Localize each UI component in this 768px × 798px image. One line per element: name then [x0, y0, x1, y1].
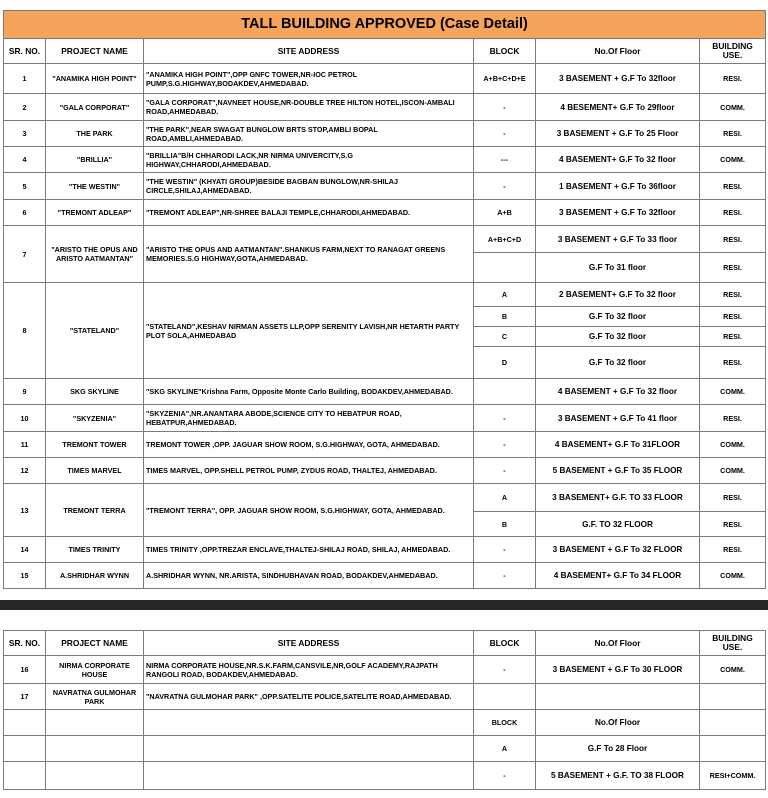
table-row [4, 710, 766, 736]
table-row [4, 200, 766, 226]
header-sr: SR. NO. [4, 39, 46, 64]
table-row [4, 94, 766, 121]
building-use-cell: RESI. [700, 405, 766, 432]
site-address-cell: "ANAMIKA HIGH POINT",OPP GNFC TOWER,NR-IOC PETROL PUMP,S.G.HIGHWAY,BODAKDEV,AHMEDABAD. [144, 64, 474, 94]
sr-no-cell: 2 [4, 94, 46, 121]
building-use-cell: RESI. [700, 64, 766, 94]
building-use-cell: RESI. [700, 200, 766, 226]
site-address-cell: "BRILLIA"B/H CHHARODI LACK,NR NIRMA UNIVERCITY,S.G HIGHWAY,CHHARODI,AHMEDABAD. [144, 147, 474, 173]
building-use-cell: RESI+COMM. [700, 762, 766, 790]
site-address-cell: TREMONT TOWER ,OPP. JAGUAR SHOW ROOM, S.G.HIGHWAY, GOTA, AHMEDABAD. [144, 432, 474, 458]
project-name-cell: TIMES MARVEL [46, 458, 144, 484]
project-name-cell: "THE WESTIN" [46, 173, 144, 200]
project-name-cell: "STATELAND" [46, 283, 144, 379]
building-use-cell: RESI. [700, 347, 766, 379]
table-row [4, 432, 766, 458]
floors-cell: G.F To 31 floor [536, 253, 700, 283]
site-address-cell: "SKYZENIA",NR.ANANTARA ABODE,SCIENCE CITY TO HEBATPUR ROAD, HEBATPUR,AHMEDABAD. [144, 405, 474, 432]
building-use-cell: RESI. [700, 537, 766, 563]
site-address-cell: "THE WESTIN" (KHYATI GROUP)BESIDE BAGBAN BUNGLOW,NR-SHILAJ CIRCLE,SHILAJ,AHMEDABAD. [144, 173, 474, 200]
site-address-cell [144, 710, 474, 736]
header-row [4, 39, 766, 64]
floors-cell [536, 684, 700, 710]
building-use-cell: COMM. [700, 147, 766, 173]
site-address-cell: NIRMA CORPORATE HOUSE,NR.S.K.FARM,CANSVILE,NR,GOLF ACADEMY,RAJPATH RANGOLI ROAD, BODAKDEV,AHMEDABAD. [144, 656, 474, 684]
project-name-cell: "BRILLIA" [46, 147, 144, 173]
table-row [4, 121, 766, 147]
building-use-cell: RESI. [700, 512, 766, 537]
floors-cell: 4 BASEMENT+ G.F To 34 FLOOR [536, 563, 700, 589]
block-cell: A [474, 283, 536, 307]
header-address: SITE ADDRESS [144, 39, 474, 64]
building-use-cell: RESI. [700, 253, 766, 283]
block-cell: A+B+C+D+E [474, 64, 536, 94]
building-use-cell: RESI. [700, 173, 766, 200]
table-title: TALL BUILDING APPROVED (Case Detail) [4, 11, 766, 39]
sr-no-cell: 10 [4, 405, 46, 432]
block-cell: - [474, 94, 536, 121]
project-name-cell: "GALA CORPORAT" [46, 94, 144, 121]
block-cell: B [474, 512, 536, 537]
site-address-cell: "STATELAND",KESHAV NIRMAN ASSETS LLP,OPP SERENITY LAVISH,NR HETARTH PARTY PLOT SOLA,AHMEDABAD [144, 283, 474, 379]
block-cell: A [474, 484, 536, 512]
header-use: BUILDING USE. [700, 39, 766, 64]
site-address-cell [144, 762, 474, 790]
sr-no-cell: 17 [4, 684, 46, 710]
building-use-cell [700, 736, 766, 762]
project-name-cell: SKG SKYLINE [46, 379, 144, 405]
table-row [4, 379, 766, 405]
header-floor: No.Of Floor [536, 631, 700, 656]
site-address-cell: "NAVRATNA GULMOHAR PARK" ,OPP.SATELITE POLICE,SATELITE ROAD,AHMEDABAD. [144, 684, 474, 710]
site-address-cell: TIMES MARVEL, OPP.SHELL PETROL PUMP, ZYDUS ROAD, THALTEJ, AHMEDABAD. [144, 458, 474, 484]
project-name-cell: NAVRATNA GULMOHAR PARK [46, 684, 144, 710]
sr-no-cell: 12 [4, 458, 46, 484]
site-address-cell [144, 736, 474, 762]
project-name-cell: "SKYZENIA" [46, 405, 144, 432]
approved-table-continued [3, 630, 766, 790]
table-row [4, 484, 766, 512]
building-use-cell: COMM. [700, 94, 766, 121]
site-address-cell: "GALA CORPORAT",NAVNEET HOUSE,NR-DOUBLE TREE HILTON HOTEL,ISCON-AMBALI ROAD,AHMEDABAD. [144, 94, 474, 121]
floors-cell: 3 BASEMENT + G.F To 30 FLOOR [536, 656, 700, 684]
floors-cell: 2 BASEMENT+ G.F To 32 floor [536, 283, 700, 307]
floors-cell: G.F To 32 floor [536, 347, 700, 379]
building-use-cell: COMM. [700, 563, 766, 589]
table-row [4, 656, 766, 684]
block-cell: - [474, 762, 536, 790]
header-project: PROJECT NAME [46, 631, 144, 656]
site-address-cell: A.SHRIDHAR WYNN, NR.ARISTA, SINDHUBHAVAN ROAD, BODAKDEV,AHMEDABAD. [144, 563, 474, 589]
sr-no-cell [4, 762, 46, 790]
floors-cell: 5 BASEMENT + G.F. TO 38 FLOOR [536, 762, 700, 790]
table-row [4, 458, 766, 484]
site-address-cell: TIMES TRINITY ,OPP.TREZAR ENCLAVE,THALTEJ-SHILAJ ROAD, SHILAJ, AHMEDABAD. [144, 537, 474, 563]
block-cell: - [474, 458, 536, 484]
floors-cell: 4 BASEMENT + G.F To 32 floor [536, 379, 700, 405]
floors-cell: 3 BASEMENT + G.F To 32 FLOOR [536, 537, 700, 563]
sr-no-cell [4, 710, 46, 736]
table-row [4, 405, 766, 432]
header-sr: SR. NO. [4, 631, 46, 656]
header-row-2 [4, 631, 766, 656]
project-name-cell: "ANAMIKA HIGH POINT" [46, 64, 144, 94]
site-address-cell: "TREMONT ADLEAP",NR-SHREE BALAJI TEMPLE,CHHARODI,AHMEDABAD. [144, 200, 474, 226]
block-cell: - [474, 432, 536, 458]
block-cell: - [474, 173, 536, 200]
project-name-cell: A.SHRIDHAR WYNN [46, 563, 144, 589]
project-name-cell: "TREMONT ADLEAP" [46, 200, 144, 226]
sr-no-cell: 9 [4, 379, 46, 405]
sr-no-cell: 16 [4, 656, 46, 684]
site-address-cell: "TREMONT TERRA", OPP. JAGUAR SHOW ROOM, S.G.HIGHWAY, GOTA, AHMEDABAD. [144, 484, 474, 537]
floors-cell: 5 BASEMENT + G.F To 35 FLOOR [536, 458, 700, 484]
table-row [4, 537, 766, 563]
table-row [4, 147, 766, 173]
block-cell: A+B [474, 200, 536, 226]
site-address-cell: "SKG SKYLINE"Krishna Farm, Opposite Monte Carlo Building, BODAKDEV,AHMEDABAD. [144, 379, 474, 405]
header-block: BLOCK [474, 631, 536, 656]
block-cell: B [474, 307, 536, 327]
block-cell: - [474, 121, 536, 147]
sr-no-cell: 6 [4, 200, 46, 226]
building-use-cell: COMM. [700, 379, 766, 405]
sr-no-cell: 13 [4, 484, 46, 537]
site-address-cell: "THE PARK",NEAR SWAGAT BUNGLOW BRTS STOP,AMBLI BOPAL ROAD,AMBLI,AHMEDABAD. [144, 121, 474, 147]
table-row [4, 762, 766, 790]
site-address-cell: "ARISTO THE OPUS AND AATMANTAN".SHANKUS FARM,NEXT TO RANAGAT GREENS MEMORIES.S.G HIGHWAY,GOTA,AHMEDABAD. [144, 226, 474, 283]
block-cell: BLOCK [474, 710, 536, 736]
building-use-cell: RESI. [700, 121, 766, 147]
table-row [4, 173, 766, 200]
table-row [4, 64, 766, 94]
block-cell: D [474, 347, 536, 379]
sr-no-cell: 1 [4, 64, 46, 94]
floors-cell: 3 BASEMENT + G.F To 32floor [536, 64, 700, 94]
table-row [4, 283, 766, 307]
header-use: BUILDING USE. [700, 631, 766, 656]
block-cell [474, 684, 536, 710]
project-name-cell: TIMES TRINITY [46, 537, 144, 563]
project-name-cell: TREMONT TERRA [46, 484, 144, 537]
block-cell: A+B+C+D [474, 226, 536, 253]
sr-no-cell: 8 [4, 283, 46, 379]
project-name-cell: TREMONT TOWER [46, 432, 144, 458]
project-name-cell [46, 736, 144, 762]
table-row [4, 226, 766, 253]
block-cell: - [474, 563, 536, 589]
sr-no-cell: 4 [4, 147, 46, 173]
table-row [4, 736, 766, 762]
floors-cell: 3 BASEMENT + G.F To 25 Floor [536, 121, 700, 147]
floors-cell: 3 BASEMENT + G.F To 32floor [536, 200, 700, 226]
approved-table [3, 10, 766, 589]
header-project: PROJECT NAME [46, 39, 144, 64]
floors-cell: 4 BASEMENT+ G.F To 32 floor [536, 147, 700, 173]
building-use-cell: RESI. [700, 484, 766, 512]
project-name-cell: NIRMA CORPORATE HOUSE [46, 656, 144, 684]
building-use-cell: COMM. [700, 432, 766, 458]
building-use-cell: RESI. [700, 327, 766, 347]
sr-no-cell: 3 [4, 121, 46, 147]
block-cell: - [474, 537, 536, 563]
building-use-cell: RESI. [700, 226, 766, 253]
sr-no-cell: 5 [4, 173, 46, 200]
project-name-cell [46, 762, 144, 790]
floors-cell: G.F To 32 floor [536, 327, 700, 347]
block-cell: - [474, 405, 536, 432]
sr-no-cell [4, 736, 46, 762]
project-name-cell: "ARISTO THE OPUS AND ARISTO AATMANTAN" [46, 226, 144, 283]
floors-cell: G.F. TO 32 FLOOR [536, 512, 700, 537]
floors-cell: 3 BASEMENT + G.F To 33 floor [536, 226, 700, 253]
floors-cell: G.F To 32 floor [536, 307, 700, 327]
block-cell: --- [474, 147, 536, 173]
sr-no-cell: 11 [4, 432, 46, 458]
floors-cell: 1 BASEMENT + G.F To 36floor [536, 173, 700, 200]
block-cell [474, 379, 536, 405]
block-cell [474, 253, 536, 283]
sr-no-cell: 7 [4, 226, 46, 283]
sr-no-cell: 14 [4, 537, 46, 563]
building-use-cell [700, 710, 766, 736]
project-name-cell: THE PARK [46, 121, 144, 147]
table-row [4, 684, 766, 710]
floors-cell: 3 BASEMENT + G.F To 41 floor [536, 405, 700, 432]
building-use-cell: COMM. [700, 458, 766, 484]
project-name-cell [46, 710, 144, 736]
sr-no-cell: 15 [4, 563, 46, 589]
floors-cell: No.Of Floor [536, 710, 700, 736]
floors-cell: G.F To 28 Floor [536, 736, 700, 762]
header-block: BLOCK [474, 39, 536, 64]
block-cell: A [474, 736, 536, 762]
floors-cell: 3 BASEMENT+ G.F. TO 33 FLOOR [536, 484, 700, 512]
building-use-cell: RESI. [700, 283, 766, 307]
building-use-cell: COMM. [700, 656, 766, 684]
header-address: SITE ADDRESS [144, 631, 474, 656]
section-divider [0, 600, 768, 610]
floors-cell: 4 BESEMENT+ G.F To 29floor [536, 94, 700, 121]
table-row [4, 563, 766, 589]
floors-cell: 4 BASEMENT+ G.F To 31FLOOR [536, 432, 700, 458]
header-floor: No.Of Floor [536, 39, 700, 64]
block-cell: C [474, 327, 536, 347]
building-use-cell [700, 684, 766, 710]
building-use-cell: RESI. [700, 307, 766, 327]
block-cell: - [474, 656, 536, 684]
